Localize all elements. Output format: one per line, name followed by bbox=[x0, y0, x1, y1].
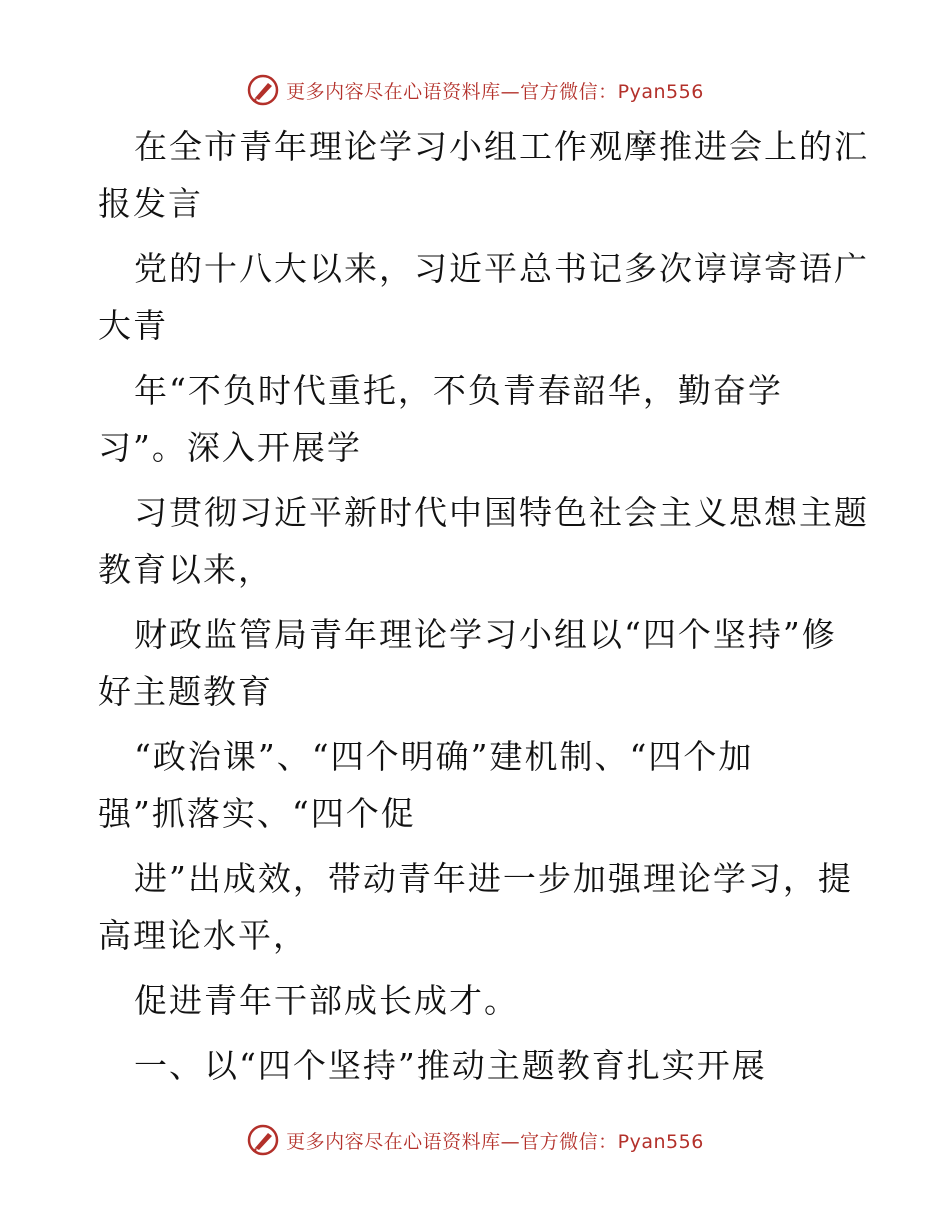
paragraph bbox=[98, 484, 869, 598]
text-line: 报发言 bbox=[98, 184, 203, 223]
paragraph bbox=[98, 606, 858, 720]
text-line: 习”。深入开展学 bbox=[98, 428, 362, 467]
text-line: 财政监管局青年理论学习小组以“四个坚持”修 bbox=[134, 615, 837, 654]
paragraph bbox=[98, 362, 858, 476]
section-heading bbox=[98, 1037, 858, 1094]
text-line: 高理论水平， bbox=[98, 916, 308, 955]
paragraph bbox=[98, 728, 858, 842]
paragraph bbox=[98, 972, 858, 1029]
text-line: 进”出成效，带动青年进一步加强理论学习，提 bbox=[134, 859, 853, 898]
paragraph-title bbox=[98, 118, 869, 232]
paragraph bbox=[98, 850, 858, 964]
footer-watermark bbox=[0, 1122, 950, 1158]
text-line: 促进青年干部成长成才。 bbox=[134, 981, 519, 1020]
text-line: 教育以来， bbox=[98, 550, 273, 589]
pen-seal-logo-icon bbox=[246, 73, 280, 107]
text-line: 强”抓落实、“四个促 bbox=[98, 794, 416, 833]
text-line: 年“不负时代重托，不负青春韶华，勤奋学 bbox=[134, 371, 783, 410]
text-line: 大青 bbox=[98, 306, 168, 345]
text-line: 一、以“四个坚持”推动主题教育扎实开展 bbox=[134, 1046, 767, 1085]
watermark-text: 更多内容尽在心语资料库—官方微信：Pyan556 bbox=[286, 80, 704, 103]
text-line: “政治课”、“四个明确”建机制、“四个加 bbox=[134, 737, 754, 776]
text-line: 党的十八大以来，习近平总书记多次谆谆寄语广 bbox=[134, 249, 869, 288]
watermark-text: 更多内容尽在心语资料库—官方微信：Pyan556 bbox=[286, 1130, 704, 1153]
text-line: 在全市青年理论学习小组工作观摩推进会上的汇 bbox=[134, 127, 869, 166]
pen-seal-logo-icon bbox=[246, 1123, 280, 1157]
header-watermark bbox=[0, 72, 950, 108]
text-line: 好主题教育 bbox=[98, 672, 273, 711]
paragraph bbox=[98, 240, 869, 354]
text-line: 习贯彻习近平新时代中国特色社会主义思想主题 bbox=[134, 493, 869, 532]
document-body bbox=[98, 118, 869, 1102]
